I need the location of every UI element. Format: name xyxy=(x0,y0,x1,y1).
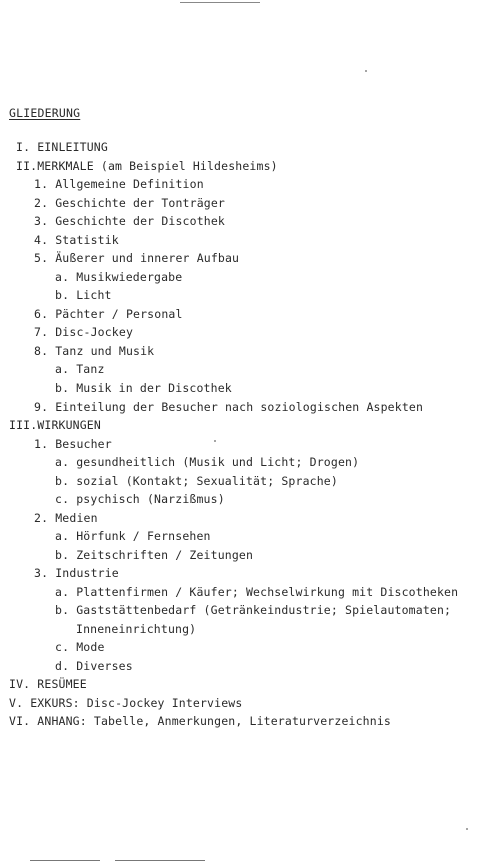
outline-line-subsection: b. sozial (Kontakt; Sexualität; Sprache) xyxy=(55,474,338,488)
bottom-rule xyxy=(30,860,100,861)
outline-line-section: 8. Tanz und Musik xyxy=(34,344,155,358)
outline-line-subsection: a. Tanz xyxy=(55,362,105,376)
outline-line-chapter: V. EXKURS: Disc-Jockey Interviews xyxy=(9,696,243,710)
outline-line-subsection: a. Hörfunk / Fernsehen xyxy=(55,529,211,543)
outline-line-section: 2. Geschichte der Tonträger xyxy=(34,196,225,210)
bottom-rule xyxy=(115,860,205,861)
outline-line-subsection: c. Mode xyxy=(55,640,105,654)
outline-line-section: 1. Besucher xyxy=(34,437,112,451)
outline-line-section: 5. Äußerer und innerer Aufbau xyxy=(34,251,240,265)
outline-line-section: 6. Pächter / Personal xyxy=(34,307,183,321)
top-rule xyxy=(180,2,260,3)
outline-line-section: 3. Geschichte der Discothek xyxy=(34,214,225,228)
outline-line-subsection: b. Gaststättenbedarf (Getränkeindustrie; Spielautomaten; xyxy=(55,603,452,617)
outline-line-section: 3. Industrie xyxy=(34,566,119,580)
outline-line-subsection: b. Musik in der Discothek xyxy=(55,381,232,395)
outline-line-subsection: b. Licht xyxy=(55,288,112,302)
outline-line-chapter: VI. ANHANG: Tabelle, Anmerkungen, Literaturverzeichnis xyxy=(9,714,391,728)
outline-line-subsection: c. psychisch (Narzißmus) xyxy=(55,492,225,506)
outline-line-subsection: a. Musikwiedergabe xyxy=(55,270,183,284)
outline-line-subsection: a. gesundheitlich (Musik und Licht; Drogen) xyxy=(55,455,360,469)
scan-speck xyxy=(214,440,216,442)
outline-line-subsection: d. Diverses xyxy=(55,659,133,673)
outline-line-subsection: b. Zeitschriften / Zeitungen xyxy=(55,548,254,562)
outline-line-section: 9. Einteilung der Besucher nach soziologischen Aspekten xyxy=(34,400,424,414)
outline-line-chapter: II.MERKMALE (am Beispiel Hildesheims) xyxy=(16,159,278,173)
outline-line-chapter: I. EINLEITUNG xyxy=(16,140,108,154)
outline-heading: GLIEDERUNG xyxy=(9,106,81,120)
scan-speck xyxy=(365,70,367,72)
outline-line-section: 1. Allgemeine Definition xyxy=(34,177,204,191)
outline-line-chapter: III.WIRKUNGEN xyxy=(9,418,101,432)
outline-line-subsection: a. Plattenfirmen / Käufer; Wechselwirkung mit Discotheken xyxy=(55,585,459,599)
scan-speck xyxy=(466,828,468,830)
outline-line-section: 2. Medien xyxy=(34,511,98,525)
outline-line-section: 4. Statistik xyxy=(34,233,119,247)
outline-line-section: 7. Disc-Jockey xyxy=(34,325,134,339)
outline-line-chapter: IV. RESÜMEE xyxy=(9,677,87,691)
outline-line-continuation: Inneneinrichtung) xyxy=(76,622,197,636)
